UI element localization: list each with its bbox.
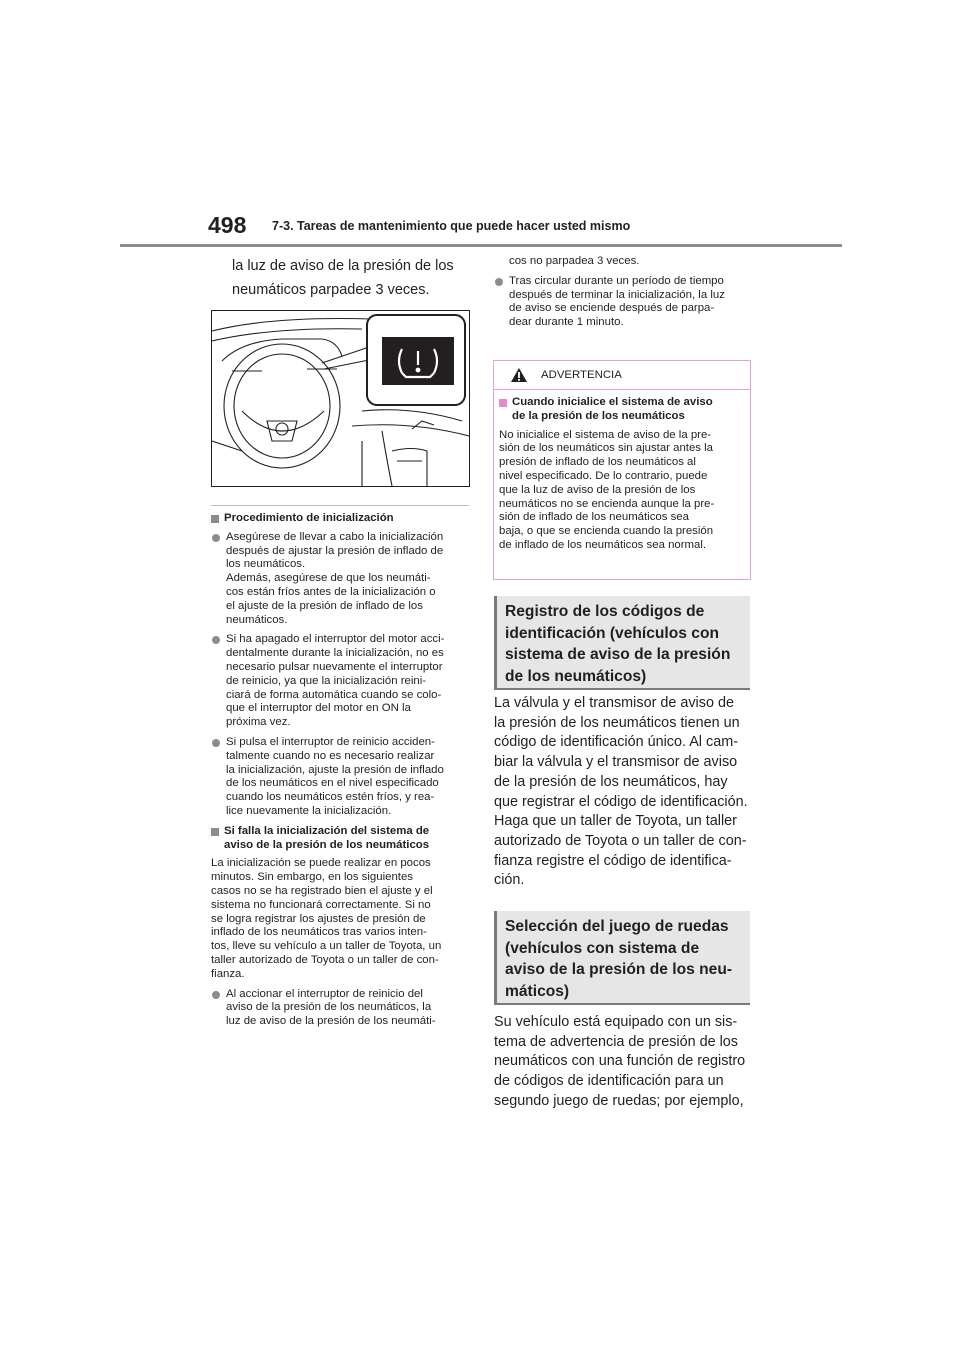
text-line: de la presión de los neumáticos, hay bbox=[494, 773, 728, 790]
section-heading-wheel-set bbox=[494, 911, 750, 1005]
text-line: talmente cuando no es necesario realizar bbox=[226, 749, 435, 762]
text-line: sistema no funcionará correctamente. Si no bbox=[211, 898, 431, 911]
text-line: de la presión de los neumáticos bbox=[512, 409, 685, 422]
text-line: taller autorizado de Toyota o un taller de con- bbox=[211, 953, 439, 966]
page-number: 498 bbox=[208, 212, 247, 238]
text-line: Asegúrese de llevar a cabo la inicialización bbox=[226, 530, 444, 543]
text-line: los neumáticos. bbox=[226, 558, 306, 571]
intro-line: neumáticos parpadee 3 veces. bbox=[232, 282, 430, 298]
warning-body bbox=[499, 396, 745, 553]
warning-box bbox=[493, 360, 751, 580]
text-line: fianza registre el código de identifica- bbox=[494, 852, 732, 869]
section-title: 7-3. Tareas de mantenimiento que puede hacer usted mismo bbox=[272, 219, 631, 233]
text-line: ciará de forma automática cuando se colo- bbox=[226, 688, 442, 701]
text-line: biar la válvula y el transmisor de aviso bbox=[494, 754, 738, 771]
text-line: Si falla la inicialización del sistema de bbox=[224, 824, 430, 837]
warning-title: ADVERTENCIA bbox=[541, 369, 622, 381]
text-line: de códigos de identificación para un bbox=[494, 1073, 724, 1090]
text-line: nivel especificado. De lo contrario, puede bbox=[499, 469, 708, 482]
text-line: cuando los neumáticos estén fríos, y rea- bbox=[226, 791, 435, 804]
text-line: aviso de la presión de los neu- bbox=[505, 961, 733, 978]
header-rule bbox=[120, 244, 842, 247]
intro-text bbox=[232, 254, 482, 302]
text-line: inflado de los neumáticos tras varios inten- bbox=[211, 926, 427, 939]
text-line: segundo juego de ruedas; por ejemplo, bbox=[494, 1092, 744, 1109]
text-line: presión de inflado de los neumáticos al bbox=[499, 456, 696, 469]
text-line: máticos) bbox=[505, 982, 570, 1000]
text-line: La inicialización se puede realizar en pocos bbox=[211, 857, 431, 870]
text-line: próxima vez. bbox=[226, 716, 291, 729]
text-line: después de ajustar la presión de inflado de bbox=[226, 544, 444, 557]
text-line: Si ha apagado el interruptor del motor acci- bbox=[226, 633, 445, 646]
text-line: cos no parpadea 3 veces. bbox=[509, 255, 640, 267]
left-column bbox=[211, 505, 469, 1035]
section-heading-id-registration bbox=[494, 596, 750, 690]
text-line: autorizado de Toyota o un taller de con- bbox=[494, 832, 747, 849]
text-line: Al accionar el interruptor de reinicio del bbox=[226, 987, 423, 1000]
text-line: luz de aviso de la presión de los neumáti- bbox=[226, 1015, 436, 1028]
text-line: neumáticos con una función de registro bbox=[494, 1053, 746, 1070]
text-line: de los neumáticos en el nivel especificado bbox=[226, 777, 439, 790]
text-line: Selección del juego de ruedas bbox=[505, 918, 729, 935]
text-line: el ajuste de la presión de inflado de los bbox=[226, 599, 423, 612]
bullet-item bbox=[494, 275, 752, 330]
text-line: dear durante 1 minuto. bbox=[509, 316, 624, 329]
bullet-item bbox=[211, 531, 469, 628]
paragraph-id-registration bbox=[494, 694, 756, 891]
text-line: sistema de aviso de la presión bbox=[505, 646, 731, 663]
dashboard-illustration bbox=[211, 310, 470, 487]
bullet-item bbox=[211, 988, 469, 1029]
paragraph-wheel-set bbox=[494, 1013, 756, 1112]
text-line: neumáticos. bbox=[226, 613, 288, 626]
text-line: código de identificación único. Al cam- bbox=[494, 734, 738, 751]
separator bbox=[211, 505, 469, 506]
text-line: después de terminar la inicialización, la luz bbox=[509, 288, 725, 301]
text-line: neumáticos no se encienda aunque la pre- bbox=[499, 497, 715, 510]
paragraph bbox=[211, 857, 469, 981]
text-line: que la luz de aviso de la presión de los bbox=[499, 483, 696, 496]
text-line: Su vehículo está equipado con un sis- bbox=[494, 1014, 738, 1030]
text-line: casos no se ha registrado bien el ajuste y el bbox=[211, 884, 433, 897]
heading-bar bbox=[494, 911, 497, 1003]
text-line: identificación (vehículos con bbox=[505, 624, 720, 642]
text-line: que el interruptor del motor en ON la bbox=[226, 702, 411, 715]
text-line: Cuando inicialice el sistema de aviso bbox=[512, 396, 713, 408]
warning-header bbox=[494, 361, 750, 390]
text-line: Si pulsa el interruptor de reinicio acciden- bbox=[226, 735, 435, 748]
text-line: tema de advertencia de presión de los bbox=[494, 1033, 738, 1050]
text-line: de los neumáticos) bbox=[505, 667, 647, 685]
warning-subheading bbox=[499, 396, 745, 424]
text-line: Registro de los códigos de bbox=[505, 603, 705, 620]
bullet-item bbox=[211, 736, 469, 819]
text-line: se logra registrar los ajustes de presión de bbox=[211, 912, 426, 925]
text-line: de aviso se enciende después de parpa- bbox=[509, 302, 715, 315]
warning-triangle-icon bbox=[510, 367, 528, 383]
text-line: Haga que un taller de Toyota, un taller bbox=[494, 813, 737, 830]
text-line: aviso de la presión de los neumáticos, la bbox=[226, 1001, 432, 1014]
text-line: cos están fríos antes de la inicialización o bbox=[226, 585, 436, 598]
text-line: fianza. bbox=[211, 967, 245, 980]
text-line: Tras circular durante un período de tiempo bbox=[509, 274, 724, 287]
text-line: necesario pulsar nuevamente el interruptor bbox=[226, 660, 443, 673]
text-line: sión de los neumáticos sin ajustar antes la bbox=[499, 442, 714, 455]
text-line: tos, lleve su vehículo a un taller de Toyota, un bbox=[211, 940, 442, 953]
text-line: de reinicio, ya que la inicialización reini- bbox=[226, 674, 427, 687]
text-line: baja, o que se encienda cuando la presión bbox=[499, 525, 714, 538]
text-line: Además, asegúrese de que los neumáti- bbox=[226, 572, 431, 585]
bullet-continuation bbox=[494, 255, 752, 269]
text-line: La válvula y el transmisor de aviso de bbox=[494, 695, 734, 711]
intro-line: la luz de aviso de la presión de los bbox=[232, 258, 454, 274]
text-line: dentalmente durante la inicialización, no es bbox=[226, 647, 444, 660]
bullet-item bbox=[211, 633, 469, 730]
heading-bar bbox=[494, 596, 497, 688]
text-line: minutos. Sin embargo, en los siguientes bbox=[211, 871, 413, 884]
text-line: ción. bbox=[494, 872, 525, 889]
text-line: sión de inflado de los neumáticos sea bbox=[499, 511, 689, 524]
text-line: de inflado de los neumáticos sea normal. bbox=[499, 538, 707, 551]
warning-text bbox=[499, 429, 745, 553]
right-column-top bbox=[494, 255, 752, 336]
subheading-initialization: Procedimiento de inicialización bbox=[211, 512, 469, 526]
text-line: lice nuevamente la inicialización. bbox=[226, 804, 392, 817]
text-line: la inicialización, ajuste la presión de inflado bbox=[226, 763, 444, 776]
subheading-failure bbox=[211, 825, 469, 853]
dashboard-drawing bbox=[212, 311, 469, 486]
text-line: aviso de la presión de los neumáticos bbox=[224, 838, 430, 851]
text-line: No inicialice el sistema de aviso de la pre- bbox=[499, 428, 712, 441]
text-line: la presión de los neumáticos tienen un bbox=[494, 714, 740, 731]
text-line: que registrar el código de identificación. bbox=[494, 793, 748, 810]
text-line: (vehículos con sistema de bbox=[505, 939, 700, 957]
